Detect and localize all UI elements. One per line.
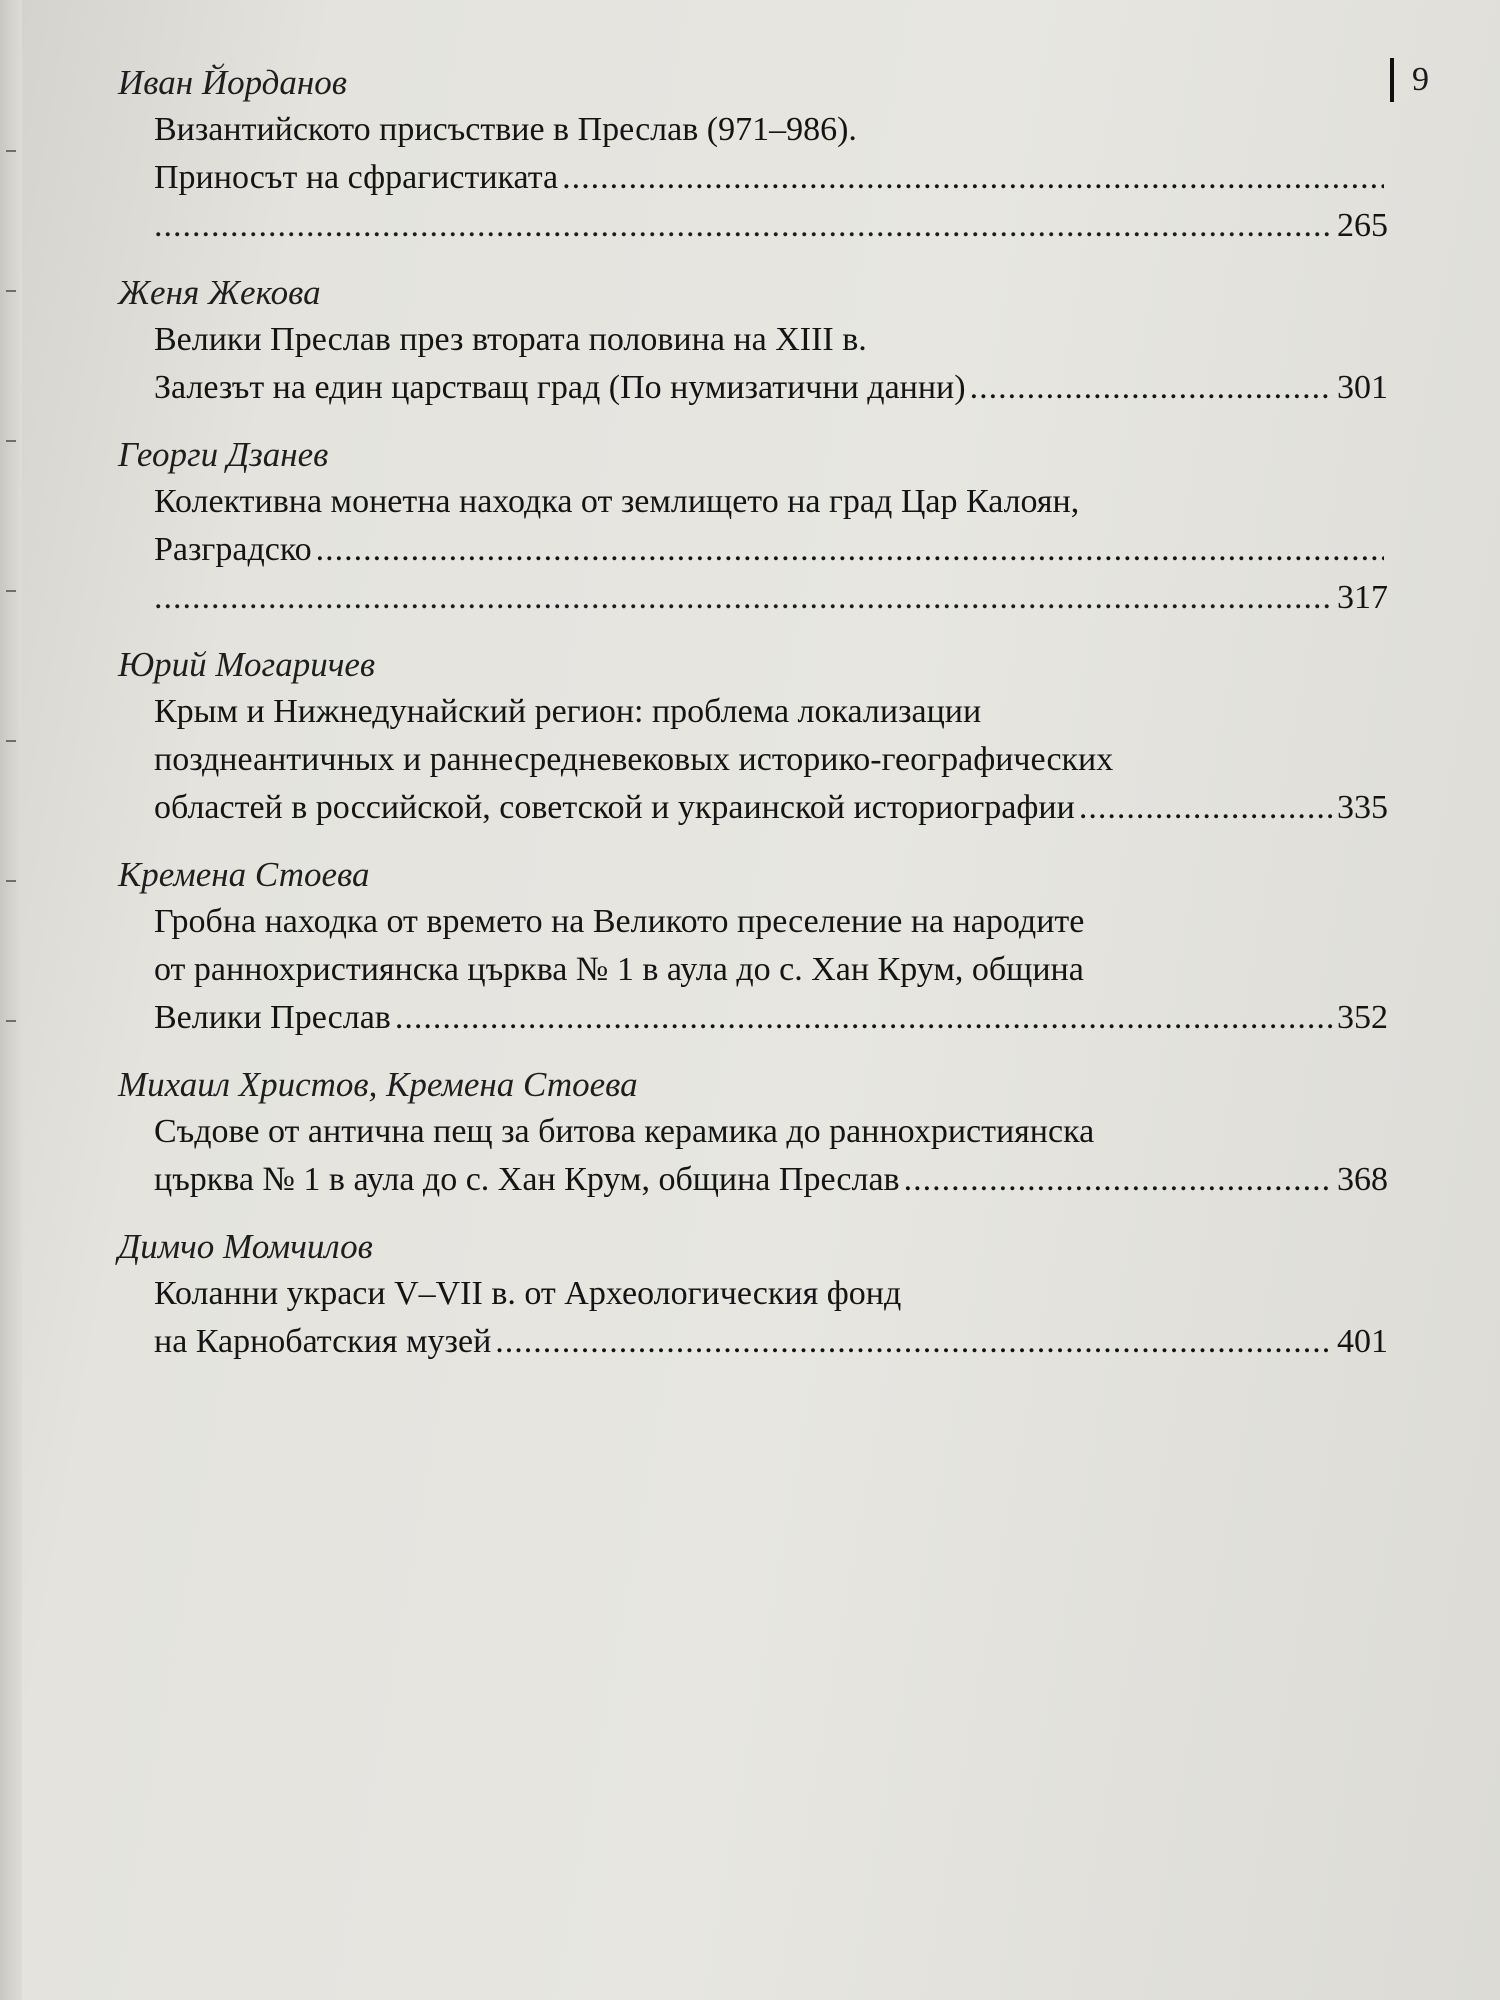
- toc-entry-page: 317: [1337, 579, 1388, 616]
- toc-entry-author: Женя Жекова: [118, 273, 321, 312]
- toc-entry: [118, 60, 1388, 250]
- toc-entry-title-line: Велики Преслав: [154, 999, 391, 1036]
- toc-entry-title-line: Велики Преслав през втората половина на XIII в.: [154, 321, 867, 358]
- toc-entry-page: 368: [1337, 1161, 1388, 1198]
- toc-entry-title-line: Коланни украси V–VII в. от Археологическия фонд: [154, 1275, 902, 1312]
- binding-mark: [6, 1020, 16, 1022]
- toc-entry-page: 401: [1337, 1323, 1388, 1360]
- toc-entry-author: Юрий Могаричев: [118, 645, 376, 684]
- toc-entry-page: 335: [1337, 789, 1388, 826]
- toc-entry-page: 265: [1337, 207, 1388, 244]
- toc-entry-leader-line: [154, 526, 1388, 574]
- toc-entry-page-line: [154, 202, 1388, 250]
- binding-mark: [6, 880, 16, 882]
- toc-entry-leader-line: [154, 364, 1388, 412]
- toc-entry-leader-line: [154, 994, 1388, 1042]
- toc-entry-leader-line: [154, 154, 1388, 202]
- toc-entry-title-line: позднеантичных и раннесредневековых историко-географических: [154, 741, 1114, 778]
- toc-entry-title-line: църква № 1 в аула до с. Хан Крум, община Преслав: [154, 1161, 900, 1198]
- page-number-block: [1390, 58, 1429, 102]
- toc-entry: [118, 270, 1388, 412]
- toc-entry-title-line: областей в российской, советской и украинской историографии: [154, 789, 1075, 826]
- toc-entry-leader-line: [154, 1156, 1388, 1204]
- toc-entry-title-line: на Карнобатския музей: [154, 1323, 492, 1360]
- dot-leader: [154, 202, 1333, 250]
- dot-leader: [1079, 784, 1333, 832]
- binding-mark: [6, 740, 16, 742]
- toc-entry: [118, 1224, 1388, 1366]
- toc-entry-leader-line: [154, 1318, 1388, 1366]
- toc-entry-page-line: [154, 574, 1388, 622]
- toc-entry-title-line: Крым и Нижнедунайский регион: проблема локализации: [154, 693, 982, 730]
- table-of-contents: [118, 60, 1388, 1386]
- dot-leader: [316, 526, 1384, 574]
- dot-leader: [970, 364, 1333, 412]
- binding-gutter: [0, 0, 22, 2000]
- page-number-rule: [1390, 58, 1394, 102]
- toc-entry-author: Иван Йорданов: [118, 63, 347, 102]
- toc-entry-title-line: Разградско: [154, 531, 312, 568]
- toc-entry: [118, 432, 1388, 622]
- toc-entry-title-line: Гробна находка от времето на Великото преселение на народите: [154, 903, 1085, 940]
- toc-entry-author: Михаил Христов, Кремена Стоева: [118, 1065, 638, 1104]
- page-number: 9: [1412, 61, 1429, 98]
- toc-entry-title-line: Византийското присъствие в Преслав (971–986).: [154, 111, 857, 148]
- toc-entry-author: Георги Дзанев: [118, 435, 329, 474]
- dot-leader: [395, 994, 1333, 1042]
- dot-leader: [154, 574, 1333, 622]
- toc-entry: [118, 1062, 1388, 1204]
- toc-entry-title-line: Приносът на сфрагистиката: [154, 159, 559, 196]
- toc-entry-author: Кремена Стоева: [118, 855, 370, 894]
- toc-entry: [118, 852, 1388, 1042]
- dot-leader: [562, 154, 1384, 202]
- binding-mark: [6, 440, 16, 442]
- toc-entry-title-line: Колективна монетна находка от землището на град Цар Калоян,: [154, 483, 1080, 520]
- toc-entry-title-line: от раннохристиянска църква № 1 в аула до с. Хан Крум, община: [154, 951, 1084, 988]
- toc-entry-page: 352: [1337, 999, 1388, 1036]
- binding-mark: [6, 150, 16, 152]
- toc-entry-leader-line: [154, 784, 1388, 832]
- dot-leader: [495, 1318, 1333, 1366]
- toc-entry-title-line: Съдове от антична пещ за битова керамика до раннохристиянска: [154, 1113, 1095, 1150]
- toc-entry-title-line: Залезът на един царстващ град (По нумизатични данни): [154, 369, 966, 406]
- toc-entry-author: Димчо Момчилов: [118, 1227, 373, 1266]
- binding-mark: [6, 290, 16, 292]
- toc-entry: [118, 642, 1388, 832]
- binding-mark: [6, 590, 16, 592]
- dot-leader: [904, 1156, 1333, 1204]
- toc-entry-page: 301: [1337, 369, 1388, 406]
